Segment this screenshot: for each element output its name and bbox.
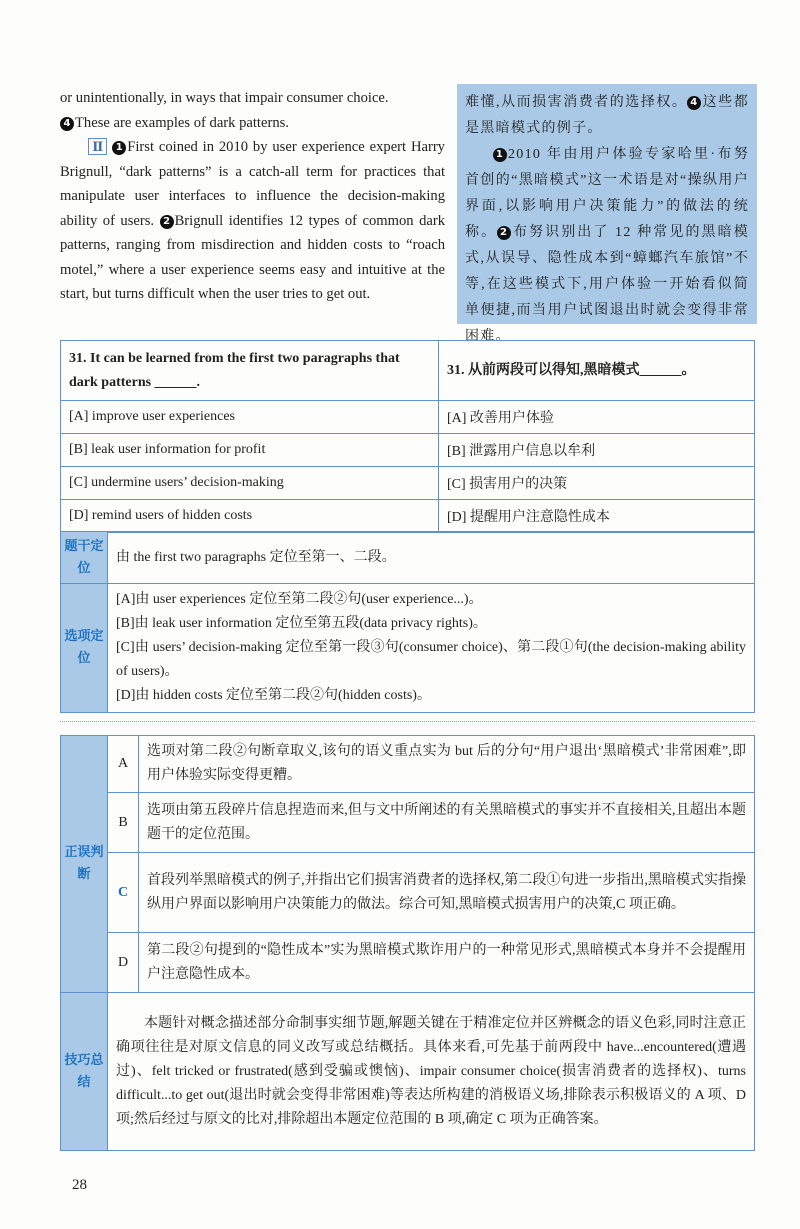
judgment-label: 正误判断 <box>61 736 108 993</box>
option-b-zh: [B] 泄露用户信息以牟利 <box>439 434 755 467</box>
sentence-number-4: 4 <box>687 96 701 110</box>
option-row <box>61 467 755 500</box>
translation-sentence-2: 布努识别出了 12 种常见的黑暗模式,从误导、隐性成本到“蟑螂汽车旅馆”不等,在这些模式下,用户体验一开始看似简单便捷,而当用户试图退出时就会变得非常困难。 <box>465 225 749 344</box>
option-row <box>61 401 755 434</box>
judgment-letter-correct: C <box>108 853 139 933</box>
option-location-d: [D]由 hidden costs 定位至第二段②句(hidden costs)。 <box>116 688 431 703</box>
option-location-b: [B]由 leak user information 定位至第五段(data privacy rights)。 <box>116 616 487 631</box>
judgment-text: 第二段②句提到的“隐性成本”实为黑暗模式欺诈用户的一种常见形式,黑暗模式本身并不会提醒用户注意隐性成本。 <box>139 933 755 993</box>
judgment-letter: A <box>108 736 139 793</box>
stem-location-text: 由 the first two paragraphs 定位至第一、二段。 <box>108 532 755 584</box>
question-en: 31. It can be learned from the first two paragraphs that dark patterns ______. <box>61 341 439 401</box>
translation-sentence-4: 这些都是黑暗模式的例子。 <box>465 95 750 136</box>
sentence-4: These are examples of dark patterns. <box>75 114 289 131</box>
option-location-a: [A]由 user experiences 定位至第二段②句(user experience...)。 <box>116 592 483 607</box>
question-table <box>60 340 755 533</box>
page-number: 28 <box>72 1177 87 1193</box>
tips-text: 本题针对概念描述部分命制事实细节题,解题关键在于精准定位并区辨概念的语义色彩,同时注意正确项往往是对原文信息的同义改写或总结概括。具体来看,可先基于前两段中 have...encountered(遭遇过)、felt tricked or frustrated(感到受骗或懊恼)、impair consumer choice(损害消费者的选择权)、turns difficult...to get out(退出时就会变得非常困难)等表达所构建的消极语义场,排除表示积极语义的 A 项、D 项;然后经过与原文的比对,排除超出本题定位范围的 B 项,确定 C 项为正确答案。 <box>108 993 755 1151</box>
question-zh: 31. 从前两段可以得知,黑暗模式______。 <box>439 341 755 401</box>
sentence-1: First coined in 2010 by user experience expert Harry Brignull, “dark patterns” is a catch-all term for practices that manipulate user interfaces to influence the decision-making ability of users. <box>60 139 445 229</box>
judgment-text: 选项由第五段碎片信息捏造而来,但与文中所阐述的有关黑暗模式的事实并不直接相关,且超出本题题干的定位范围。 <box>139 793 755 853</box>
option-c-en: [C] undermine users’ decision-making <box>61 467 439 500</box>
translation-box <box>457 84 757 344</box>
translation-line: 难懂,从而损害消费者的选择权。 <box>465 95 688 110</box>
dotted-divider <box>60 721 755 722</box>
paragraph-label: Ⅱ <box>88 138 107 155</box>
passage-line: or unintentionally, in ways that impair consumer choice. <box>60 90 389 106</box>
option-d-zh: [D] 提醒用户注意隐性成本 <box>439 500 755 533</box>
option-a-zh: [A] 改善用户体验 <box>439 401 755 434</box>
option-b-en: [B] leak user information for profit <box>61 434 439 467</box>
judgment-letter: D <box>108 933 139 993</box>
sentence-number-4: 4 <box>60 117 74 131</box>
option-location-label: 选项定位 <box>61 584 108 713</box>
sentence-2: Brignull identifies 12 types of common dark patterns, ranging from misdirection and hidden costs to “roach motel,” where a user experience seems easy and intuitive at the start, but turns difficult when the user tries to get out. <box>60 212 445 302</box>
sentence-number-2: 2 <box>497 226 511 240</box>
option-location-c: [C]由 users’ decision-making 定位至第一段③句(consumer choice)、第二段①句(the decision-making ability of users)。 <box>116 640 746 679</box>
sentence-number-2: 2 <box>160 215 174 229</box>
option-d-en: [D] remind users of hidden costs <box>61 500 439 533</box>
option-row <box>61 434 755 467</box>
option-a-en: [A] improve user experiences <box>61 401 439 434</box>
option-c-zh: [C] 损害用户的决策 <box>439 467 755 500</box>
english-passage <box>60 86 445 307</box>
judgment-letter: B <box>108 793 139 853</box>
location-table <box>60 531 755 713</box>
judgment-text: 首段列举黑暗模式的例子,并指出它们损害消费者的选择权,第二段①句进一步指出,黑暗模式实指操纵用户界面以影响用户决策能力的做法。综合可知,黑暗模式损害用户的决策,C 项正确。 <box>139 853 755 933</box>
option-row <box>61 500 755 533</box>
translation-sentence-1: 2010 年由用户体验专家哈里·布努首创的“黑暗模式”这一术语是对“操纵用户界面,以影响用户决策能力”的做法的统称。 <box>465 147 749 240</box>
judgment-table <box>60 735 755 1151</box>
tips-label: 技巧总结 <box>61 993 108 1151</box>
sentence-number-1: 1 <box>112 141 126 155</box>
stem-location-label: 题干定位 <box>61 532 108 584</box>
sentence-number-1: 1 <box>493 148 507 162</box>
judgment-text: 选项对第二段②句断章取义,该句的语义重点实为 but 后的分句“用户退出‘黑暗模式’非常困难”,即用户体验实际变得更糟。 <box>139 736 755 793</box>
